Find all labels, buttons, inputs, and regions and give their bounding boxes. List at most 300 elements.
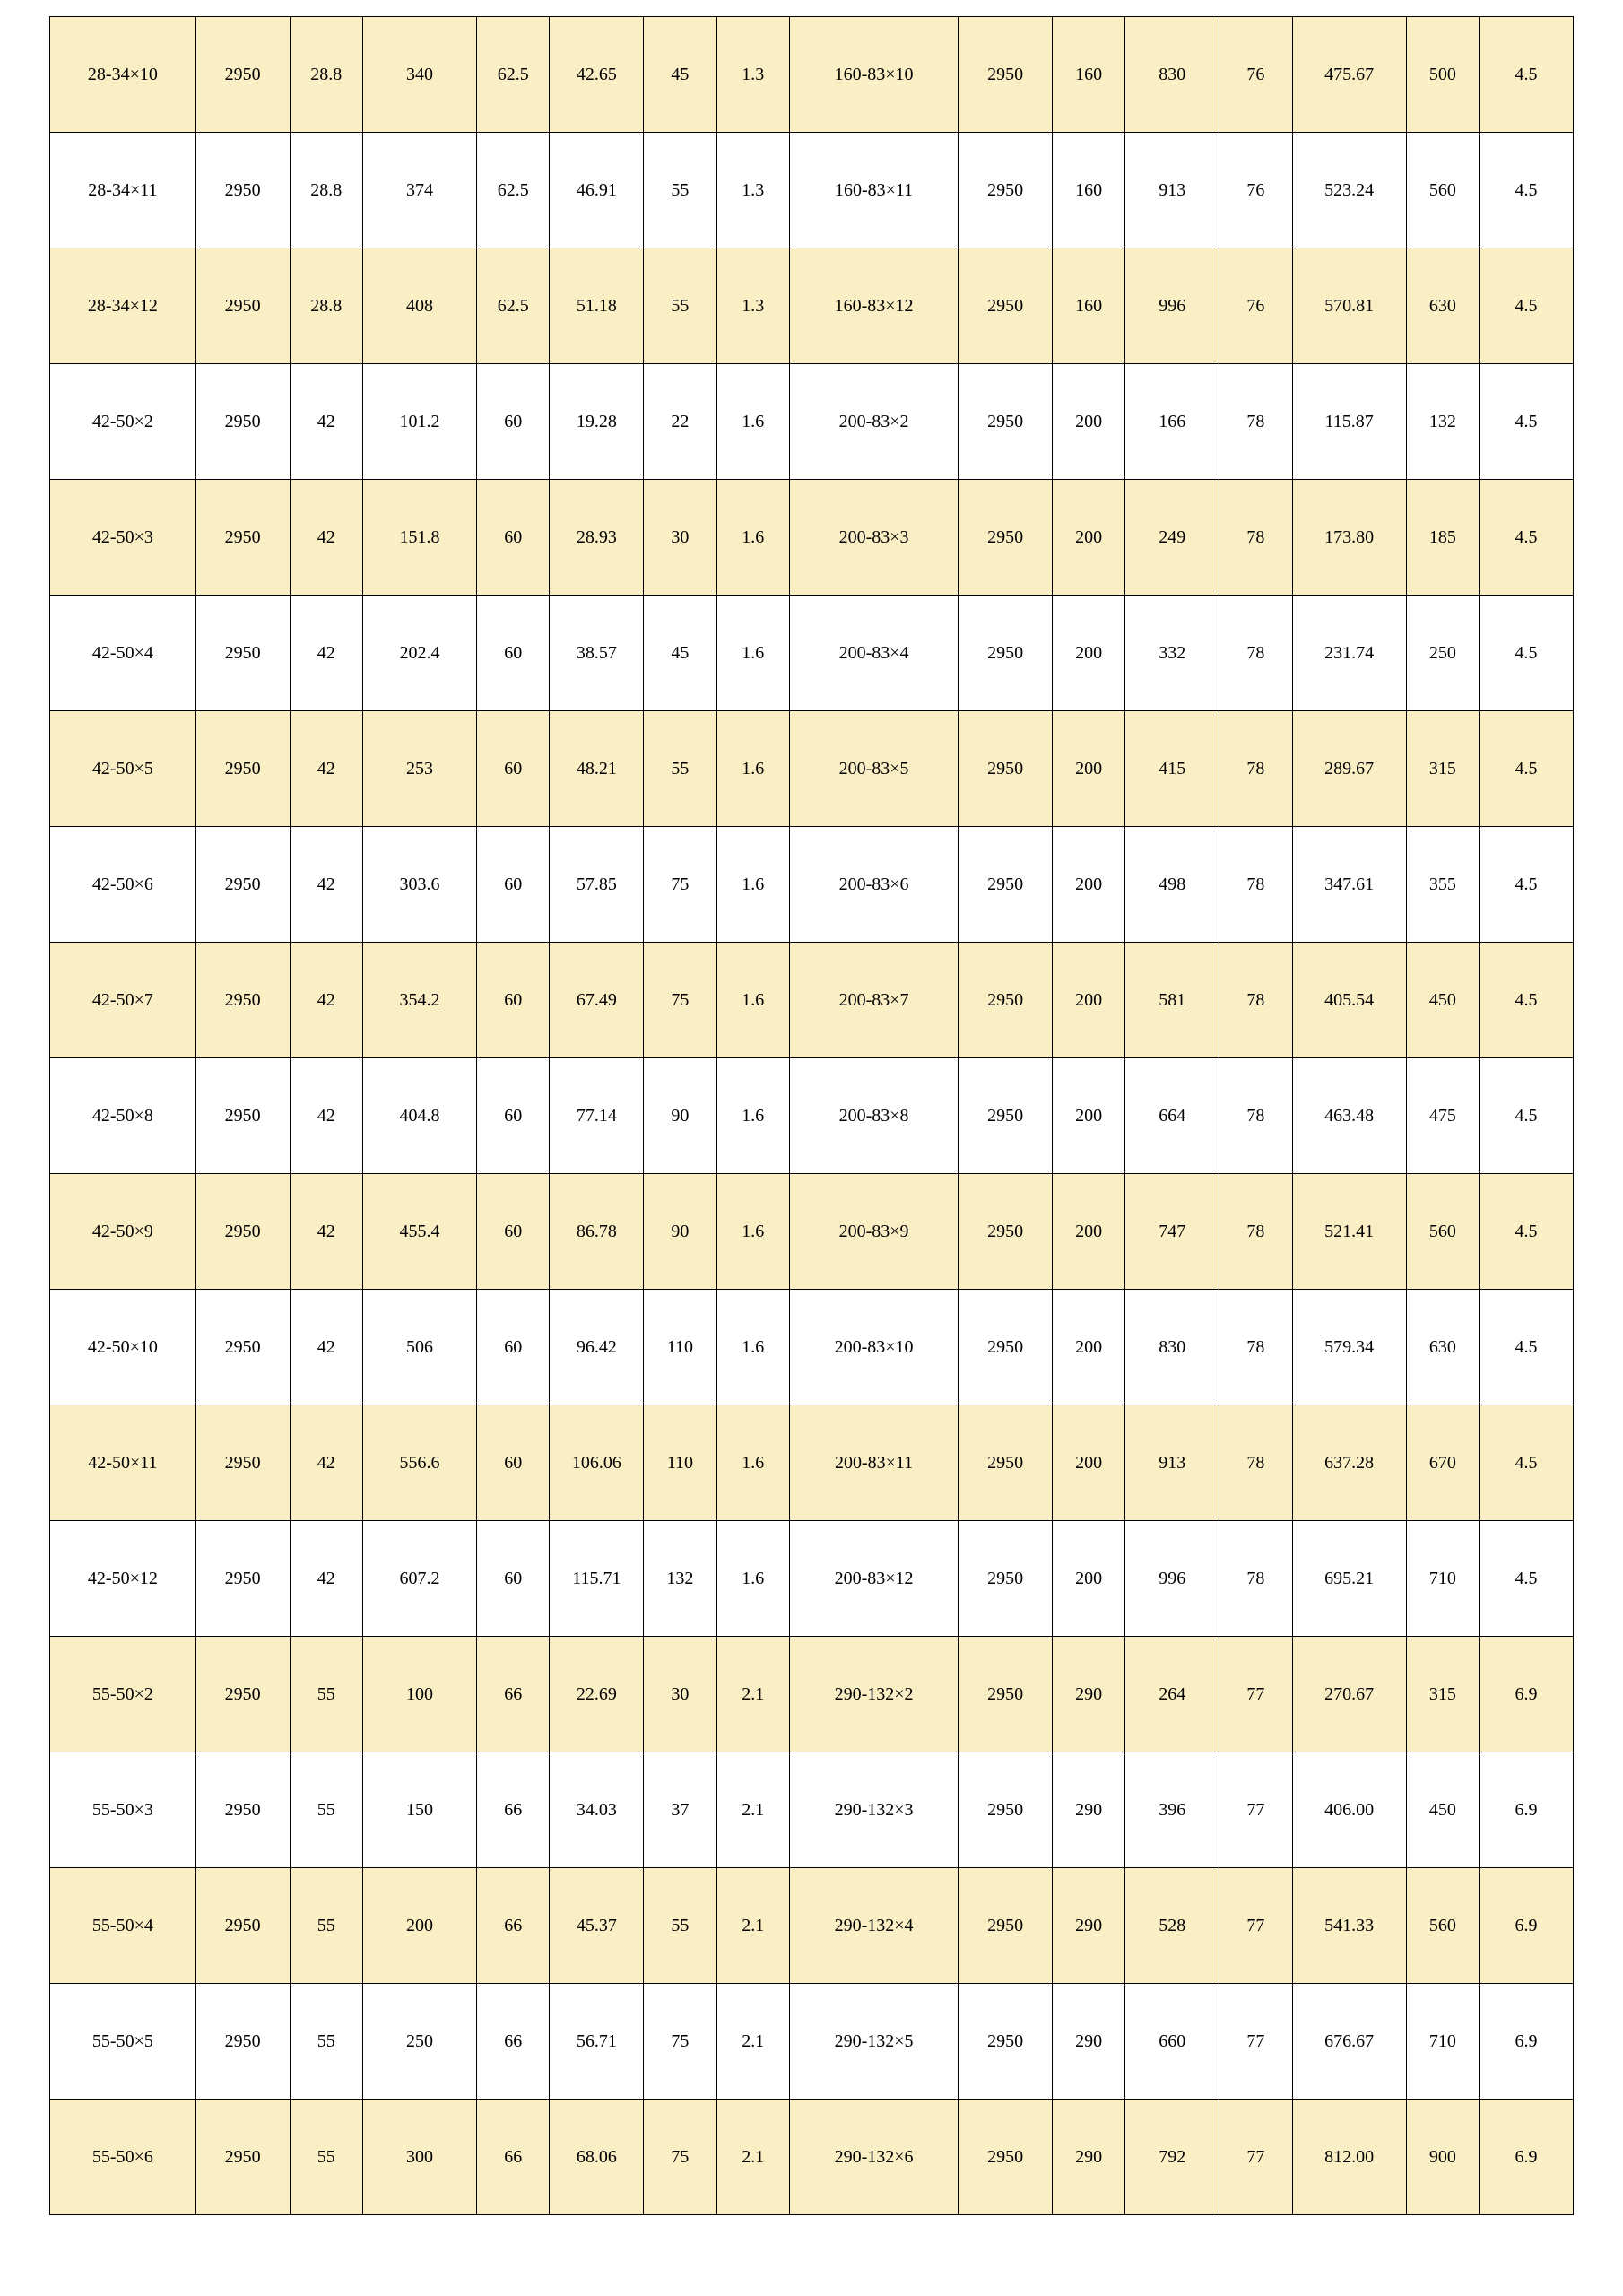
- table-cell: 200: [1052, 711, 1124, 827]
- table-cell: 78: [1219, 364, 1292, 480]
- table-cell: 581: [1125, 943, 1219, 1058]
- table-cell: 42: [290, 1058, 362, 1174]
- table-cell: 78: [1219, 1058, 1292, 1174]
- table-cell: 55: [644, 711, 716, 827]
- table-cell: 2950: [195, 17, 290, 133]
- table-cell: 2950: [195, 480, 290, 596]
- table-cell: 4.5: [1480, 1521, 1574, 1637]
- table-cell: 264: [1125, 1637, 1219, 1752]
- table-cell: 2.1: [716, 2100, 789, 2215]
- table-cell: 160-83×11: [789, 133, 958, 248]
- table-cell: 1.6: [716, 711, 789, 827]
- table-row: [50, 596, 1574, 711]
- table-cell: 1.6: [716, 1058, 789, 1174]
- table-cell: 506: [362, 1290, 476, 1405]
- table-cell: 2950: [195, 1174, 290, 1290]
- table-cell: 355: [1406, 827, 1479, 943]
- table-cell: 560: [1406, 1174, 1479, 1290]
- table-cell: 541.33: [1292, 1868, 1406, 1984]
- table-cell-model: 28-34×10: [50, 17, 196, 133]
- table-cell: 523.24: [1292, 133, 1406, 248]
- table-cell: 151.8: [362, 480, 476, 596]
- table-cell: 374: [362, 133, 476, 248]
- specification-table: [49, 16, 1574, 2215]
- table-row: [50, 133, 1574, 248]
- table-cell: 290: [1052, 1868, 1124, 1984]
- table-cell: 160-83×10: [789, 17, 958, 133]
- table-cell: 405.54: [1292, 943, 1406, 1058]
- table-cell: 996: [1125, 248, 1219, 364]
- table-cell: 22.69: [550, 1637, 644, 1752]
- table-cell: 75: [644, 2100, 716, 2215]
- table-cell: 56.71: [550, 1984, 644, 2100]
- table-cell: 290-132×5: [789, 1984, 958, 2100]
- table-cell: 30: [644, 480, 716, 596]
- table-cell: 249: [1125, 480, 1219, 596]
- table-cell: 42.65: [550, 17, 644, 133]
- table-cell: 66: [477, 1868, 550, 1984]
- table-row: [50, 2100, 1574, 2215]
- table-cell: 6.9: [1480, 1984, 1574, 2100]
- table-row: [50, 1984, 1574, 2100]
- table-cell: 332: [1125, 596, 1219, 711]
- table-cell: 42: [290, 364, 362, 480]
- table-cell: 28.8: [290, 17, 362, 133]
- table-cell: 4.5: [1480, 827, 1574, 943]
- table-cell: 68.06: [550, 2100, 644, 2215]
- table-cell: 62.5: [477, 133, 550, 248]
- table-cell: 4.5: [1480, 364, 1574, 480]
- table-cell: 630: [1406, 248, 1479, 364]
- table-cell: 150: [362, 1752, 476, 1868]
- table-cell: 676.67: [1292, 1984, 1406, 2100]
- table-cell: 2.1: [716, 1984, 789, 2100]
- table-cell: 250: [362, 1984, 476, 2100]
- table-cell: 185: [1406, 480, 1479, 596]
- table-cell: 60: [477, 827, 550, 943]
- table-cell: 450: [1406, 1752, 1479, 1868]
- table-cell: 22: [644, 364, 716, 480]
- table-cell: 202.4: [362, 596, 476, 711]
- table-cell: 200-83×3: [789, 480, 958, 596]
- table-cell: 290: [1052, 1752, 1124, 1868]
- table-cell-model: 42-50×8: [50, 1058, 196, 1174]
- table-cell: 2950: [959, 248, 1053, 364]
- table-cell: 67.49: [550, 943, 644, 1058]
- table-cell: 2950: [195, 943, 290, 1058]
- table-cell: 2950: [195, 364, 290, 480]
- table-cell: 415: [1125, 711, 1219, 827]
- table-cell: 166: [1125, 364, 1219, 480]
- table-cell: 60: [477, 711, 550, 827]
- table-cell: 62.5: [477, 17, 550, 133]
- table-cell: 1.3: [716, 17, 789, 133]
- table-cell: 200: [1052, 364, 1124, 480]
- table-cell: 160: [1052, 133, 1124, 248]
- table-cell: 200-83×8: [789, 1058, 958, 1174]
- table-cell: 200: [1052, 1174, 1124, 1290]
- table-cell: 77: [1219, 1868, 1292, 1984]
- table-cell: 660: [1125, 1984, 1219, 2100]
- table-cell: 160: [1052, 17, 1124, 133]
- table-cell: 528: [1125, 1868, 1219, 1984]
- table-cell: 1.6: [716, 1174, 789, 1290]
- table-cell: 2950: [959, 1290, 1053, 1405]
- table-cell: 579.34: [1292, 1290, 1406, 1405]
- table-cell: 78: [1219, 596, 1292, 711]
- table-cell: 521.41: [1292, 1174, 1406, 1290]
- table-cell: 2950: [959, 1058, 1053, 1174]
- table-cell: 6.9: [1480, 1752, 1574, 1868]
- table-cell: 100: [362, 1637, 476, 1752]
- table-cell: 2950: [195, 133, 290, 248]
- table-cell: 2.1: [716, 1637, 789, 1752]
- table-cell: 173.80: [1292, 480, 1406, 596]
- table-cell: 42: [290, 1290, 362, 1405]
- table-cell: 60: [477, 596, 550, 711]
- table-cell: 76: [1219, 133, 1292, 248]
- table-cell: 200: [1052, 943, 1124, 1058]
- table-cell: 6.9: [1480, 1637, 1574, 1752]
- table-cell: 77: [1219, 1752, 1292, 1868]
- table-cell: 2950: [195, 2100, 290, 2215]
- table-cell: 408: [362, 248, 476, 364]
- table-cell: 200: [1052, 1058, 1124, 1174]
- table-cell: 115.87: [1292, 364, 1406, 480]
- table-cell: 132: [1406, 364, 1479, 480]
- table-cell: 78: [1219, 480, 1292, 596]
- table-cell-model: 42-50×11: [50, 1405, 196, 1521]
- table-cell: 2.1: [716, 1868, 789, 1984]
- table-row: [50, 1058, 1574, 1174]
- table-cell: 19.28: [550, 364, 644, 480]
- table-cell: 62.5: [477, 248, 550, 364]
- table-cell: 2950: [959, 1868, 1053, 1984]
- table-cell: 4.5: [1480, 596, 1574, 711]
- table-cell: 290-132×3: [789, 1752, 958, 1868]
- table-cell: 78: [1219, 827, 1292, 943]
- table-cell: 28.8: [290, 248, 362, 364]
- table-cell: 60: [477, 1058, 550, 1174]
- table-cell: 42: [290, 827, 362, 943]
- table-row: [50, 827, 1574, 943]
- table-cell: 200-83×2: [789, 364, 958, 480]
- table-cell: 2950: [959, 364, 1053, 480]
- table-cell: 76: [1219, 17, 1292, 133]
- table-cell: 996: [1125, 1521, 1219, 1637]
- table-cell: 913: [1125, 1405, 1219, 1521]
- table-cell: 2950: [959, 17, 1053, 133]
- table-cell: 200: [1052, 1290, 1124, 1405]
- table-cell: 455.4: [362, 1174, 476, 1290]
- table-cell: 42: [290, 1521, 362, 1637]
- table-cell: 710: [1406, 1984, 1479, 2100]
- table-cell: 290: [1052, 2100, 1124, 2215]
- table-cell: 2950: [959, 2100, 1053, 2215]
- table-cell: 78: [1219, 1405, 1292, 1521]
- table-cell: 2950: [959, 596, 1053, 711]
- table-cell: 115.71: [550, 1521, 644, 1637]
- table-row: [50, 943, 1574, 1058]
- table-cell: 48.21: [550, 711, 644, 827]
- table-cell-model: 55-50×2: [50, 1637, 196, 1752]
- table-cell: 290: [1052, 1984, 1124, 2100]
- table-cell: 200-83×11: [789, 1405, 958, 1521]
- table-cell-model: 55-50×5: [50, 1984, 196, 2100]
- table-cell: 290-132×2: [789, 1637, 958, 1752]
- table-cell: 2950: [959, 711, 1053, 827]
- table-cell: 55: [644, 133, 716, 248]
- table-cell: 66: [477, 2100, 550, 2215]
- table-cell-model: 55-50×3: [50, 1752, 196, 1868]
- table-cell: 607.2: [362, 1521, 476, 1637]
- table-cell: 396: [1125, 1752, 1219, 1868]
- table-cell: 75: [644, 943, 716, 1058]
- table-cell: 55: [290, 1637, 362, 1752]
- table-cell: 78: [1219, 1521, 1292, 1637]
- table-cell: 200-83×5: [789, 711, 958, 827]
- table-cell: 347.61: [1292, 827, 1406, 943]
- table-cell: 200-83×10: [789, 1290, 958, 1405]
- table-cell: 200-83×9: [789, 1174, 958, 1290]
- table-cell: 2950: [959, 480, 1053, 596]
- table-cell: 57.85: [550, 827, 644, 943]
- table-cell: 1.6: [716, 1521, 789, 1637]
- table-cell: 60: [477, 1290, 550, 1405]
- table-cell: 2950: [959, 1521, 1053, 1637]
- table-cell: 2950: [959, 827, 1053, 943]
- table-cell: 2950: [195, 1868, 290, 1984]
- table-cell-model: 42-50×9: [50, 1174, 196, 1290]
- table-cell: 4.5: [1480, 1058, 1574, 1174]
- table-row: [50, 480, 1574, 596]
- table-cell: 1.6: [716, 1290, 789, 1405]
- table-cell: 4.5: [1480, 1174, 1574, 1290]
- table-cell-model: 42-50×2: [50, 364, 196, 480]
- table-cell: 630: [1406, 1290, 1479, 1405]
- table-cell: 55: [644, 1868, 716, 1984]
- table-cell: 55: [290, 2100, 362, 2215]
- table-cell-model: 28-34×12: [50, 248, 196, 364]
- table-cell: 200: [362, 1868, 476, 1984]
- table-cell: 110: [644, 1405, 716, 1521]
- table-cell-model: 42-50×7: [50, 943, 196, 1058]
- table-cell: 2950: [195, 711, 290, 827]
- table-cell: 2950: [959, 1405, 1053, 1521]
- table-cell: 1.6: [716, 480, 789, 596]
- table-row: [50, 711, 1574, 827]
- table-cell-model: 55-50×4: [50, 1868, 196, 1984]
- table-cell: 913: [1125, 133, 1219, 248]
- table-cell: 55: [290, 1984, 362, 2100]
- table-cell: 4.5: [1480, 248, 1574, 364]
- table-cell: 42: [290, 711, 362, 827]
- table-cell: 290: [1052, 1637, 1124, 1752]
- table-cell: 670: [1406, 1405, 1479, 1521]
- table-row: [50, 1868, 1574, 1984]
- table-cell: 406.00: [1292, 1752, 1406, 1868]
- table-cell: 560: [1406, 133, 1479, 248]
- table-cell: 45: [644, 17, 716, 133]
- table-cell: 290-132×6: [789, 2100, 958, 2215]
- table-cell-model: 42-50×10: [50, 1290, 196, 1405]
- table-cell: 2950: [195, 1984, 290, 2100]
- table-cell: 66: [477, 1752, 550, 1868]
- table-cell: 560: [1406, 1868, 1479, 1984]
- table-cell: 28.8: [290, 133, 362, 248]
- table-cell: 830: [1125, 1290, 1219, 1405]
- table-cell: 160-83×12: [789, 248, 958, 364]
- table-cell: 60: [477, 364, 550, 480]
- table-cell: 200: [1052, 596, 1124, 711]
- table-cell: 34.03: [550, 1752, 644, 1868]
- table-cell: 30: [644, 1637, 716, 1752]
- table-cell: 160: [1052, 248, 1124, 364]
- table-cell: 106.06: [550, 1405, 644, 1521]
- table-cell: 1.6: [716, 364, 789, 480]
- table-cell-model: 28-34×11: [50, 133, 196, 248]
- table-cell: 45: [644, 596, 716, 711]
- table-row: [50, 364, 1574, 480]
- table-cell: 354.2: [362, 943, 476, 1058]
- table-cell: 2950: [195, 1290, 290, 1405]
- table-row: [50, 1637, 1574, 1752]
- table-cell: 450: [1406, 943, 1479, 1058]
- table-cell: 2950: [195, 248, 290, 364]
- table-cell-model: 42-50×5: [50, 711, 196, 827]
- table-cell: 42: [290, 1405, 362, 1521]
- table-cell: 830: [1125, 17, 1219, 133]
- table-cell: 4.5: [1480, 1405, 1574, 1521]
- table-cell: 2950: [959, 943, 1053, 1058]
- table-row: [50, 1752, 1574, 1868]
- table-cell: 6.9: [1480, 2100, 1574, 2215]
- table-cell: 2950: [959, 1752, 1053, 1868]
- table-cell: 77: [1219, 2100, 1292, 2215]
- table-cell: 475: [1406, 1058, 1479, 1174]
- table-cell: 37: [644, 1752, 716, 1868]
- table-cell: 2950: [959, 1637, 1053, 1752]
- table-cell: 1.3: [716, 133, 789, 248]
- table-cell: 55: [290, 1752, 362, 1868]
- table-cell: 46.91: [550, 133, 644, 248]
- table-cell: 340: [362, 17, 476, 133]
- table-cell: 4.5: [1480, 133, 1574, 248]
- table-cell: 812.00: [1292, 2100, 1406, 2215]
- table-cell: 6.9: [1480, 1868, 1574, 1984]
- table-cell: 78: [1219, 943, 1292, 1058]
- table-cell: 66: [477, 1637, 550, 1752]
- table-cell: 4.5: [1480, 17, 1574, 133]
- table-cell: 253: [362, 711, 476, 827]
- table-cell: 78: [1219, 711, 1292, 827]
- table-cell: 792: [1125, 2100, 1219, 2215]
- table-cell: 51.18: [550, 248, 644, 364]
- table-row: [50, 17, 1574, 133]
- table-cell: 77.14: [550, 1058, 644, 1174]
- table-cell: 2950: [195, 1405, 290, 1521]
- table-cell: 90: [644, 1058, 716, 1174]
- table-cell: 60: [477, 1521, 550, 1637]
- table-cell: 2950: [195, 1521, 290, 1637]
- table-cell: 695.21: [1292, 1521, 1406, 1637]
- table-cell: 200: [1052, 480, 1124, 596]
- table-cell: 2950: [195, 1752, 290, 1868]
- table-cell: 2950: [195, 1637, 290, 1752]
- table-cell: 300: [362, 2100, 476, 2215]
- table-cell: 75: [644, 1984, 716, 2100]
- table-row: [50, 1290, 1574, 1405]
- table-cell: 4.5: [1480, 1290, 1574, 1405]
- table-cell: 42: [290, 596, 362, 711]
- table-cell: 86.78: [550, 1174, 644, 1290]
- table-cell: 76: [1219, 248, 1292, 364]
- table-cell-model: 42-50×6: [50, 827, 196, 943]
- table-cell: 290-132×4: [789, 1868, 958, 1984]
- table-cell: 1.6: [716, 943, 789, 1058]
- table-cell: 200-83×6: [789, 827, 958, 943]
- table-cell: 556.6: [362, 1405, 476, 1521]
- table-cell: 463.48: [1292, 1058, 1406, 1174]
- table-cell: 1.3: [716, 248, 789, 364]
- table-cell: 500: [1406, 17, 1479, 133]
- table-cell: 4.5: [1480, 943, 1574, 1058]
- table-cell: 42: [290, 943, 362, 1058]
- table-cell: 4.5: [1480, 711, 1574, 827]
- table-cell: 60: [477, 943, 550, 1058]
- table-cell: 2950: [959, 133, 1053, 248]
- table-cell: 66: [477, 1984, 550, 2100]
- table-cell: 90: [644, 1174, 716, 1290]
- table-cell: 710: [1406, 1521, 1479, 1637]
- table-cell: 200: [1052, 1521, 1124, 1637]
- table-cell: 200: [1052, 827, 1124, 943]
- table-cell: 96.42: [550, 1290, 644, 1405]
- table-cell: 747: [1125, 1174, 1219, 1290]
- table-cell: 75: [644, 827, 716, 943]
- table-cell: 250: [1406, 596, 1479, 711]
- table-cell: 55: [644, 248, 716, 364]
- table-cell: 77: [1219, 1637, 1292, 1752]
- table-cell: 42: [290, 480, 362, 596]
- table-row: [50, 248, 1574, 364]
- table-cell: 38.57: [550, 596, 644, 711]
- table-cell: 315: [1406, 711, 1479, 827]
- table-cell: 110: [644, 1290, 716, 1405]
- table-cell: 2950: [959, 1174, 1053, 1290]
- table-cell: 404.8: [362, 1058, 476, 1174]
- table-cell-model: 55-50×6: [50, 2100, 196, 2215]
- table-cell: 101.2: [362, 364, 476, 480]
- table-cell: 2950: [195, 827, 290, 943]
- table-cell: 60: [477, 1174, 550, 1290]
- table-cell: 289.67: [1292, 711, 1406, 827]
- table-cell: 637.28: [1292, 1405, 1406, 1521]
- table-cell: 2.1: [716, 1752, 789, 1868]
- table-cell: 78: [1219, 1290, 1292, 1405]
- table-cell-model: 42-50×12: [50, 1521, 196, 1637]
- table-row: [50, 1521, 1574, 1637]
- table-cell: 303.6: [362, 827, 476, 943]
- table-cell: 270.67: [1292, 1637, 1406, 1752]
- table-cell-model: 42-50×4: [50, 596, 196, 711]
- table-cell: 570.81: [1292, 248, 1406, 364]
- table-cell: 132: [644, 1521, 716, 1637]
- table-cell: 4.5: [1480, 480, 1574, 596]
- table-cell: 200-83×12: [789, 1521, 958, 1637]
- table-cell: 900: [1406, 2100, 1479, 2215]
- table-cell: 1.6: [716, 1405, 789, 1521]
